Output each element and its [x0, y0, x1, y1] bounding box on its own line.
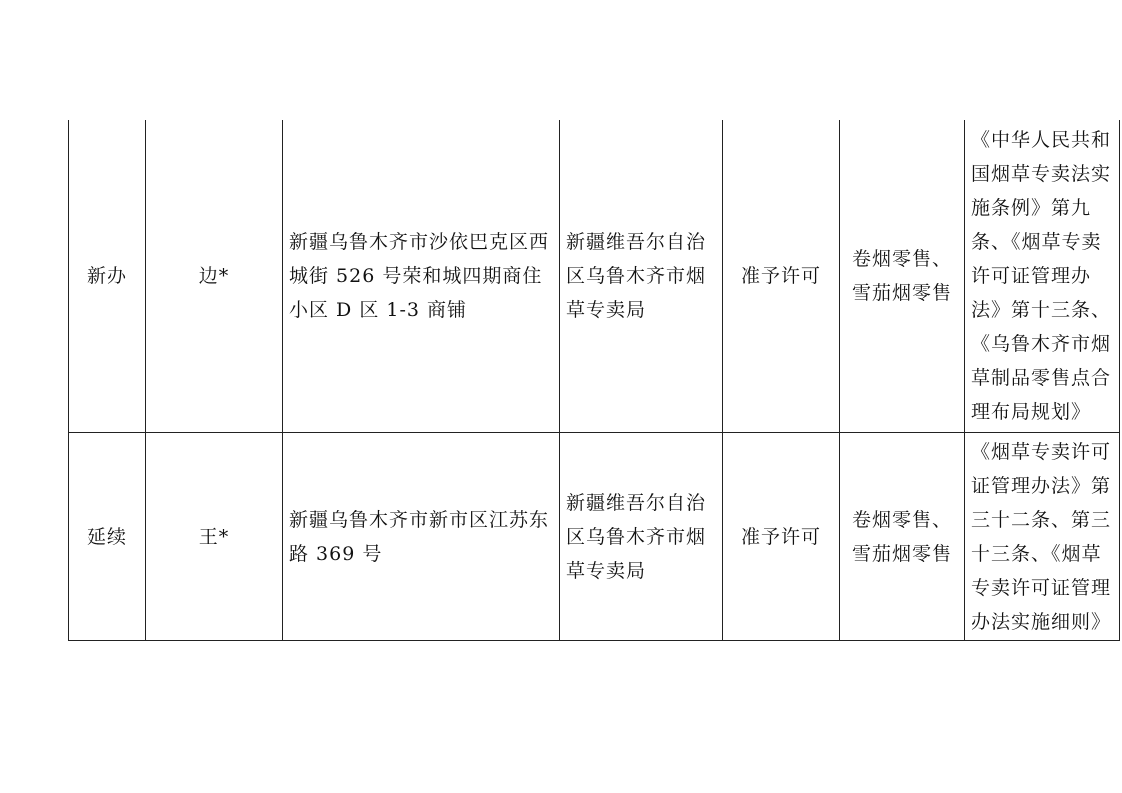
business-scope-cell	[840, 120, 965, 433]
applicant-name: 王*	[198, 525, 230, 548]
legal-basis: 《中华人民共和国烟草专卖法实施条例》第九条、《烟草专卖许可证管理办法》第十三条、《乌鲁木齐市烟草制品零售点合理布局规划》	[971, 129, 1112, 423]
decision-cell	[723, 120, 840, 433]
licensing-authority: 新疆维吾尔自治区乌鲁木齐市烟草专卖局	[566, 491, 707, 582]
business-address-cell	[283, 120, 560, 433]
application-type: 延续	[86, 525, 127, 548]
applicant-name-cell	[146, 120, 283, 433]
business-scope: 卷烟零售、雪茄烟零售	[851, 508, 952, 565]
legal-basis: 《烟草专卖许可证管理办法》第三十二条、第三十三条、《烟草专卖许可证管理办法实施细则》	[971, 440, 1112, 633]
decision: 准予许可	[740, 525, 821, 548]
licensing-authority-cell	[560, 433, 723, 641]
applicant-name-cell	[146, 433, 283, 641]
licensing-authority: 新疆维吾尔自治区乌鲁木齐市烟草专卖局	[566, 231, 707, 321]
business-scope: 卷烟零售、雪茄烟零售	[851, 248, 952, 304]
decision-cell	[723, 433, 840, 641]
legal-basis-cell	[965, 120, 1120, 433]
business-address: 新疆乌鲁木齐市新市区江苏东路 369 号	[289, 508, 550, 565]
application-type-cell	[69, 120, 146, 433]
application-type-cell	[69, 433, 146, 641]
business-address-cell	[283, 433, 560, 641]
applicant-name: 边*	[198, 265, 230, 287]
application-type: 新办	[86, 265, 127, 287]
decision: 准予许可	[740, 265, 821, 287]
license-table	[68, 120, 1120, 641]
table-row	[69, 120, 1120, 433]
legal-basis-cell	[965, 433, 1120, 641]
business-address: 新疆乌鲁木齐市沙依巴克区西城街 526 号荣和城四期商住小区 D 区 1-3 商铺	[289, 231, 550, 321]
licensing-authority-cell	[560, 120, 723, 433]
table-row	[69, 433, 1120, 641]
business-scope-cell	[840, 433, 965, 641]
